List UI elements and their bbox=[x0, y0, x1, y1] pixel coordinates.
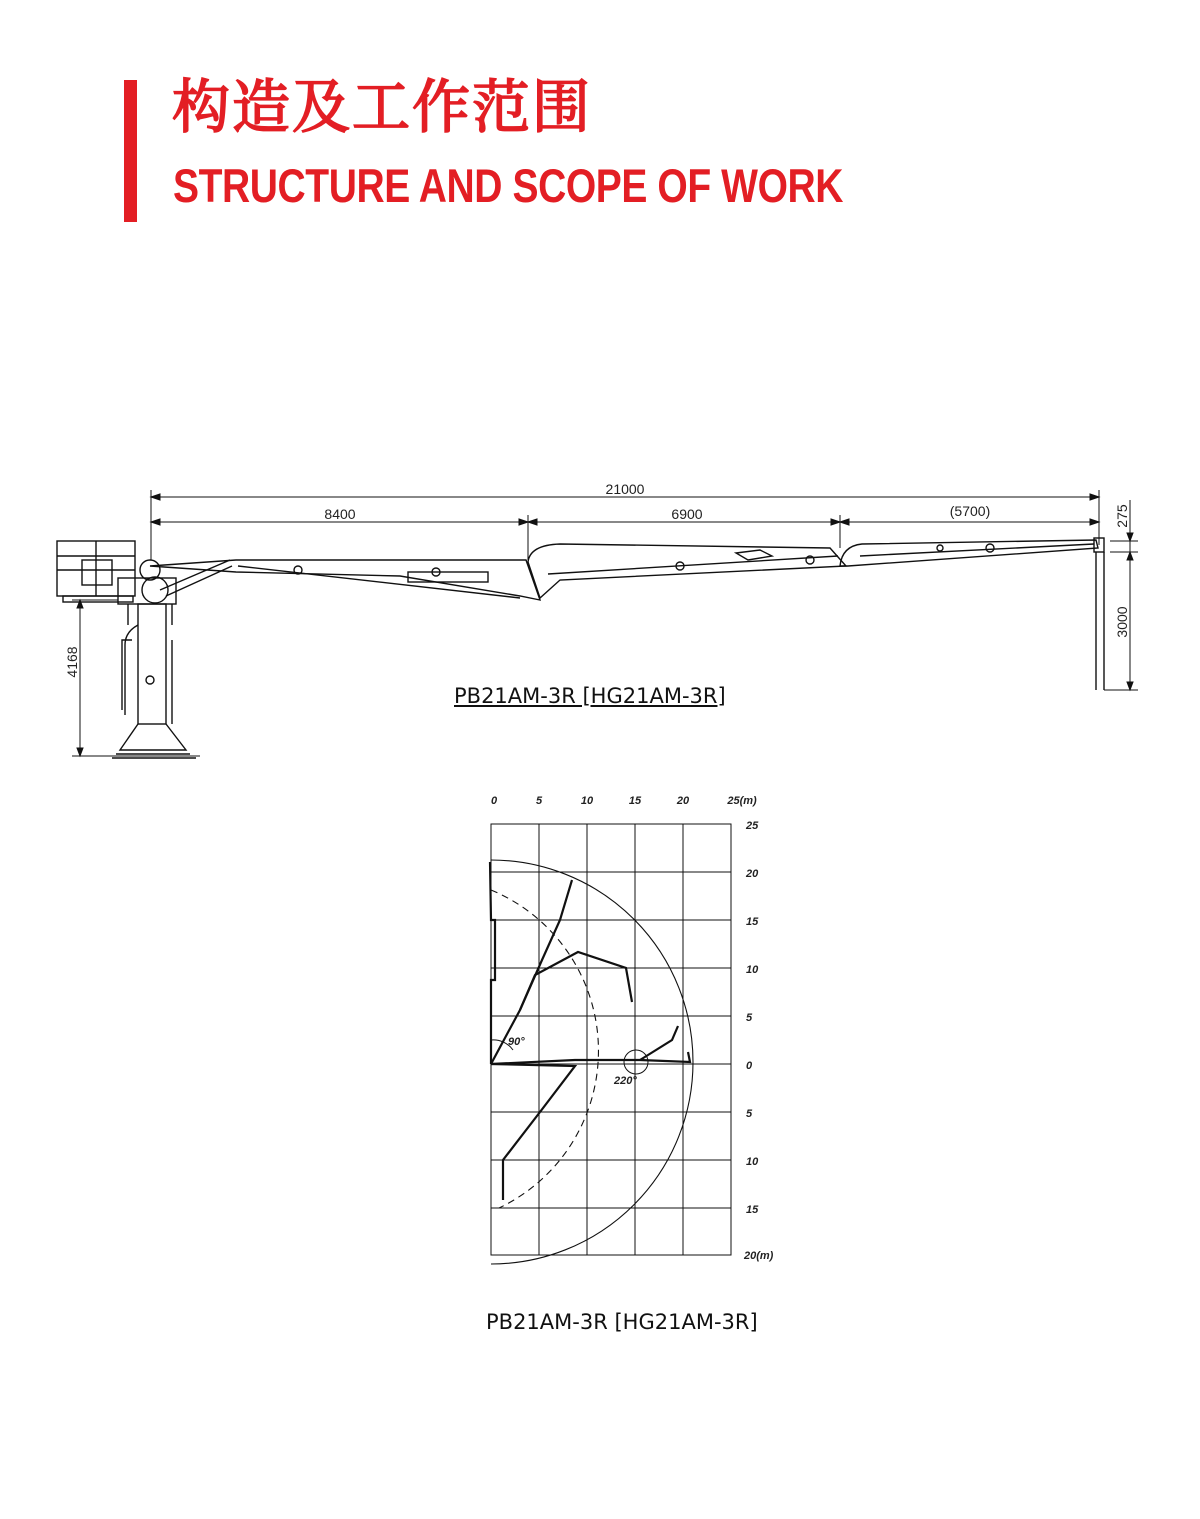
x-tick-label: 15 bbox=[628, 795, 642, 807]
x-tick-label: 5 bbox=[535, 795, 543, 807]
boom-section-1 bbox=[150, 560, 540, 600]
y-tick-label: 0 bbox=[746, 1060, 753, 1072]
y-tick-label: 25 bbox=[746, 820, 759, 832]
y-tick-label: 15 bbox=[746, 1204, 759, 1216]
x-tick-label: 10 bbox=[580, 795, 594, 807]
dim-tip-offset: 275 bbox=[1114, 504, 1130, 528]
y-tick-label: 20(m) bbox=[744, 1250, 774, 1262]
dim-section2-length: 6900 bbox=[671, 506, 703, 522]
dimension-lines bbox=[72, 490, 1138, 756]
elevation-caption: PB21AM-3R [HG21AM-3R] bbox=[454, 684, 726, 708]
end-hose bbox=[1094, 538, 1104, 690]
dim-section1-length: 8400 bbox=[324, 506, 356, 522]
x-tick-label: 20 bbox=[676, 795, 690, 807]
fold-angle-label: 90° bbox=[508, 1036, 525, 1048]
y-tick-label: 5 bbox=[746, 1012, 753, 1024]
operator-platform bbox=[57, 541, 135, 602]
dim-section3-length: (5700) bbox=[949, 503, 991, 519]
dim-hose-length: 3000 bbox=[1114, 606, 1130, 638]
mast-column bbox=[112, 560, 196, 758]
x-tick-label: 25(m) bbox=[727, 795, 757, 807]
y-tick-label: 5 bbox=[746, 1108, 753, 1120]
x-tick-label: 0 bbox=[490, 795, 498, 807]
boom-section-3 bbox=[840, 540, 1098, 566]
page-title-english: STRUCTURE AND SCOPE OF WORK bbox=[173, 159, 844, 212]
dim-overall-length: 21000 bbox=[605, 481, 645, 497]
working-range-grid bbox=[491, 824, 731, 1255]
slew-angle-label: 220° bbox=[614, 1075, 637, 1087]
y-tick-label: 15 bbox=[746, 916, 759, 928]
boom-section-2 bbox=[528, 544, 846, 598]
working-range-caption: PB21AM-3R [HG21AM-3R] bbox=[486, 1310, 758, 1334]
elevation-view bbox=[57, 490, 1138, 758]
boom-positions bbox=[490, 862, 690, 1200]
dim-column-height: 4168 bbox=[64, 646, 80, 678]
y-tick-label: 10 bbox=[746, 1156, 759, 1168]
y-tick-label: 10 bbox=[746, 964, 759, 976]
page-title-chinese: 构造及工作范围 bbox=[172, 73, 593, 141]
elevation-dimension-labels bbox=[64, 481, 1130, 678]
y-tick-label: 20 bbox=[746, 868, 759, 880]
